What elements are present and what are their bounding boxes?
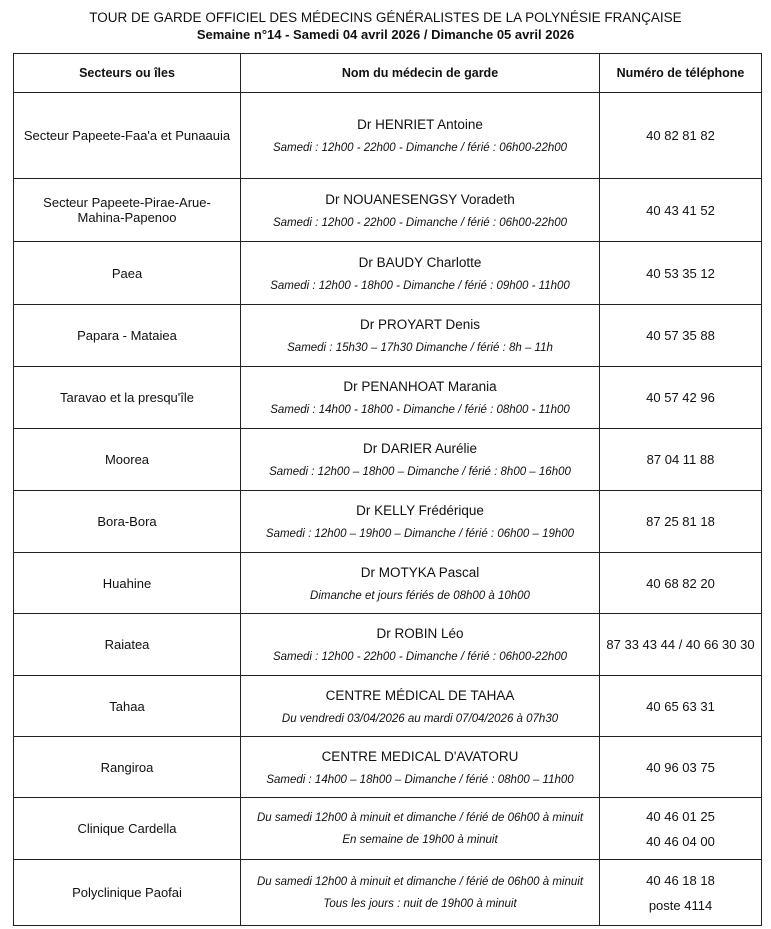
sector-cell: Secteur Papeete-Pirae-Arue-Mahina-Papenoo xyxy=(14,179,241,242)
doctor-schedule: Samedi : 14h00 - 18h00 - Dimanche / férié : 08h00 - 11h00 xyxy=(270,404,570,416)
table-row xyxy=(14,93,762,179)
clinic-schedule: Du samedi 12h00 à minuit et dimanche / férié de 06h00 à minuit xyxy=(256,875,584,888)
doctor-schedule: Dimanche et jours fériés de 08h00 à 10h00 xyxy=(310,589,530,602)
phone-cell: 40 57 42 96 xyxy=(600,367,762,429)
sector-cell: Moorea xyxy=(14,429,241,491)
sector-cell: Taravao et la presqu'île xyxy=(14,367,241,429)
doctor-name: Dr PENANHOAT Marania xyxy=(343,379,497,394)
phone-cell: 87 33 43 44 / 40 66 30 30 xyxy=(600,614,762,676)
doctor-cell xyxy=(241,798,600,860)
doctor-cell xyxy=(241,860,600,926)
doctor-schedule: Samedi : 15h30 – 17h30 Dimanche / férié : 8h – 11h xyxy=(287,342,553,354)
table-row xyxy=(14,367,762,429)
doctor-cell xyxy=(241,676,600,737)
phone-number: 40 46 04 00 xyxy=(646,833,715,849)
sector-cell: Tahaa xyxy=(14,676,241,737)
doctor-cell xyxy=(241,737,600,798)
doctor-name: Dr NOUANESENGSY Voradeth xyxy=(325,191,515,207)
doctor-cell xyxy=(241,367,600,429)
sector-cell: Clinique Cardella xyxy=(14,798,241,860)
phone-number: poste 4114 xyxy=(648,897,713,913)
sector-cell: Huahine xyxy=(14,553,241,614)
doctor-cell xyxy=(241,491,600,553)
sector-cell: Bora-Bora xyxy=(14,491,241,553)
phone-cell: 40 96 03 75 xyxy=(600,737,762,798)
doctor-cell xyxy=(241,179,600,242)
sector-cell: Paea xyxy=(14,242,241,305)
doctor-name: Dr MOTYKA Pascal xyxy=(360,564,480,580)
table-row xyxy=(14,737,762,798)
document-title: TOUR DE GARDE OFFICIEL DES MÉDECINS GÉNÉRALISTES DE LA POLYNÉSIE FRANÇAISE xyxy=(89,10,682,25)
on-call-table xyxy=(13,53,762,926)
doctor-name: CENTRE MEDICAL D'AVATORU xyxy=(321,748,519,764)
doctor-name: Dr HENRIET Antoine xyxy=(357,117,483,132)
phone-cell: 40 68 82 20 xyxy=(600,553,762,614)
clinic-schedule: Tous les jours : nuit de 19h00 à minuit xyxy=(323,897,517,910)
phone-cell: 40 53 35 12 xyxy=(600,242,762,305)
table-row xyxy=(14,553,762,614)
phone-cell: 40 43 41 52 xyxy=(600,179,762,242)
doctor-cell xyxy=(241,429,600,491)
doctor-name: Dr DARIER Aurélie xyxy=(362,441,478,456)
doctor-schedule: Samedi : 12h00 - 18h00 - Dimanche / férié : 09h00 - 11h00 xyxy=(270,279,570,292)
doctor-cell xyxy=(241,242,600,305)
sector-cell: Papara - Mataiea xyxy=(14,305,241,367)
doctor-schedule: Samedi : 12h00 - 22h00 - Dimanche / férié : 06h00-22h00 xyxy=(272,651,568,663)
doctor-cell xyxy=(241,553,600,614)
table-row xyxy=(14,179,762,242)
table-row xyxy=(14,676,762,737)
doctor-cell xyxy=(241,305,600,367)
clinic-schedule: Du samedi 12h00 à minuit et dimanche / férié de 06h00 à minuit xyxy=(256,811,584,824)
doctor-schedule: Samedi : 12h00 – 19h00 – Dimanche / férié : 06h00 – 19h00 xyxy=(265,528,575,540)
clinic-schedule: En semaine de 19h00 à minuit xyxy=(342,833,498,846)
doctor-schedule: Samedi : 12h00 – 18h00 – Dimanche / férié : 8h00 – 16h00 xyxy=(269,466,571,478)
sector-cell: Raiatea xyxy=(14,614,241,676)
column-header-doctor: Nom du médecin de garde xyxy=(241,54,600,93)
column-header-phone: Numéro de téléphone xyxy=(600,54,762,93)
doctor-schedule: Du vendredi 03/04/2026 au mardi 07/04/2026 à 07h30 xyxy=(281,712,559,725)
table-row xyxy=(14,860,762,926)
table-row xyxy=(14,242,762,305)
doctor-name: CENTRE MÉDICAL DE TAHAA xyxy=(325,687,515,703)
phone-cell: 40 82 81 82 xyxy=(600,93,762,179)
doctor-schedule: Samedi : 12h00 - 22h00 - Dimanche / férié : 06h00-22h00 xyxy=(272,142,568,154)
phone-cell xyxy=(600,798,762,860)
doctor-name: Dr ROBIN Léo xyxy=(376,626,464,641)
table-row xyxy=(14,429,762,491)
sector-cell: Secteur Papeete-Faa'a et Punaauia xyxy=(14,93,241,179)
sector-cell: Polyclinique Paofai xyxy=(14,860,241,926)
table-row xyxy=(14,305,762,367)
phone-number: 40 46 01 25 xyxy=(646,808,715,824)
table-header-row xyxy=(14,54,762,93)
sector-cell: Rangiroa xyxy=(14,737,241,798)
doctor-schedule: Samedi : 12h00 - 22h00 - Dimanche / férié : 06h00-22h00 xyxy=(272,216,568,229)
doctor-cell xyxy=(241,93,600,179)
table-row xyxy=(14,798,762,860)
table-row xyxy=(14,491,762,553)
phone-number: 40 46 18 18 xyxy=(646,872,715,888)
document-subtitle: Semaine n°14 - Samedi 04 avril 2026 / Dimanche 05 avril 2026 xyxy=(196,27,575,42)
doctor-schedule: Samedi : 14h00 – 18h00 – Dimanche / férié : 08h00 – 11h00 xyxy=(266,773,574,786)
phone-cell xyxy=(600,860,762,926)
phone-cell: 87 25 81 18 xyxy=(600,491,762,553)
doctor-name: Dr KELLY Frédérique xyxy=(356,503,484,518)
phone-cell: 40 65 63 31 xyxy=(600,676,762,737)
table-row xyxy=(14,614,762,676)
doctor-name: Dr BAUDY Charlotte xyxy=(358,254,482,270)
column-header-sector: Secteurs ou îles xyxy=(14,54,241,93)
phone-cell: 40 57 35 88 xyxy=(600,305,762,367)
doctor-name: Dr PROYART Denis xyxy=(359,317,481,332)
doctor-cell xyxy=(241,614,600,676)
phone-cell: 87 04 11 88 xyxy=(600,429,762,491)
